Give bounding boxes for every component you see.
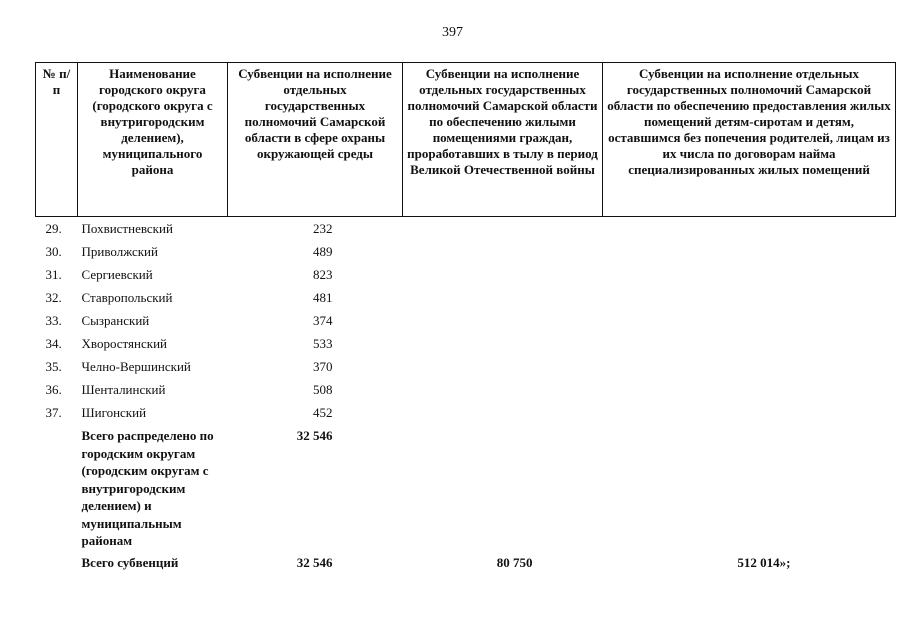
row-environment-value: 370 bbox=[313, 359, 333, 374]
row-number: 36. bbox=[45, 382, 62, 397]
total-distributed-orphans bbox=[603, 424, 896, 552]
table-body bbox=[36, 217, 896, 574]
row-environment-value: 508 bbox=[313, 382, 333, 397]
row-district-name: Шенталинский bbox=[81, 382, 166, 397]
row-veterans-value bbox=[403, 309, 603, 332]
row-orphans-value bbox=[603, 378, 896, 401]
table-row bbox=[36, 355, 896, 378]
row-veterans-value bbox=[403, 355, 603, 378]
row-district-name: Сергиевский bbox=[81, 267, 153, 282]
row-orphans-value bbox=[603, 240, 896, 263]
row-number: 30. bbox=[45, 244, 62, 259]
table-row bbox=[36, 286, 896, 309]
table-row bbox=[36, 240, 896, 263]
row-veterans-value bbox=[403, 378, 603, 401]
total-distributed-row bbox=[36, 424, 896, 552]
row-orphans-value bbox=[603, 332, 896, 355]
table-row bbox=[36, 263, 896, 286]
grand-total-row bbox=[36, 552, 896, 574]
row-environment-value: 374 bbox=[313, 313, 333, 328]
subventions-table bbox=[35, 62, 896, 574]
row-district-name: Челно-Вершинский bbox=[81, 359, 191, 374]
row-orphans-value bbox=[603, 217, 896, 241]
row-number: 31. bbox=[45, 267, 62, 282]
row-orphans-value bbox=[603, 401, 896, 424]
row-district-name: Сызранский bbox=[81, 313, 150, 328]
header-row bbox=[36, 63, 896, 217]
row-veterans-value bbox=[403, 263, 603, 286]
total-distributed-environment: 32 546 bbox=[296, 428, 333, 443]
header-num: № п/п bbox=[36, 63, 78, 217]
grand-total-orphans: 512 014»; bbox=[737, 554, 791, 570]
header-environment: Субвенции на исполнение отдельных государственных полномочий Самарской области в сфере охраны окружающей среды bbox=[228, 63, 403, 217]
table-row bbox=[36, 378, 896, 401]
header-orphans: Субвенции на исполнение отдельных государственных полномочий Самарской области по обеспечению предоставления жилых помещений детям-сиротам и детям, оставшимся без попечения родителей, лицам из их числа по договорам найма специализированных жилых помещений bbox=[603, 63, 896, 217]
row-environment-value: 489 bbox=[313, 244, 333, 259]
row-environment-value: 533 bbox=[313, 336, 333, 351]
row-veterans-value bbox=[403, 332, 603, 355]
row-environment-value: 232 bbox=[313, 221, 333, 236]
row-number: 37. bbox=[45, 405, 62, 420]
table-header bbox=[36, 63, 896, 217]
row-environment-value: 481 bbox=[313, 290, 333, 305]
row-orphans-value bbox=[603, 286, 896, 309]
row-veterans-value bbox=[403, 286, 603, 309]
row-district-name: Приволжский bbox=[81, 244, 158, 259]
total-distributed-num bbox=[36, 424, 78, 552]
page-number: 397 bbox=[442, 25, 463, 40]
row-district-name: Хворостянский bbox=[81, 336, 167, 351]
row-number: 33. bbox=[45, 313, 62, 328]
row-orphans-value bbox=[603, 355, 896, 378]
row-number: 32. bbox=[45, 290, 62, 305]
row-veterans-value bbox=[403, 217, 603, 241]
row-district-name: Шигонский bbox=[81, 405, 147, 420]
row-veterans-value bbox=[403, 401, 603, 424]
table-row bbox=[36, 401, 896, 424]
total-distributed-veterans bbox=[403, 424, 603, 552]
row-veterans-value bbox=[403, 240, 603, 263]
row-number: 35. bbox=[45, 359, 62, 374]
row-orphans-value bbox=[603, 309, 896, 332]
grand-total-label: Всего субвенций bbox=[81, 554, 179, 570]
table-row bbox=[36, 217, 896, 241]
row-number: 29. bbox=[45, 221, 62, 236]
row-orphans-value bbox=[603, 263, 896, 286]
header-name: Наименование городского округа (городского округа с внутригородским делением), муниципального района bbox=[78, 63, 228, 217]
header-veterans: Субвенции на исполнение отдельных государственных полномочий Самарской области по обеспечению жилыми помещениями граждан, проработавших в тылу в период Великой Отечественной войны bbox=[403, 63, 603, 217]
total-distributed-label: Всего распределено по городским округам (городским округам с внутригородским делением) и муниципальным районам bbox=[81, 428, 214, 548]
grand-total-environment: 32 546 bbox=[296, 554, 333, 570]
row-number: 34. bbox=[45, 336, 62, 351]
row-environment-value: 452 bbox=[313, 405, 333, 420]
grand-total-veterans: 80 750 bbox=[496, 554, 533, 570]
row-district-name: Ставропольский bbox=[81, 290, 173, 305]
table-row bbox=[36, 332, 896, 355]
table-row bbox=[36, 309, 896, 332]
row-environment-value: 823 bbox=[313, 267, 333, 282]
row-district-name: Похвистневский bbox=[81, 221, 173, 236]
grand-total-num bbox=[36, 552, 78, 574]
